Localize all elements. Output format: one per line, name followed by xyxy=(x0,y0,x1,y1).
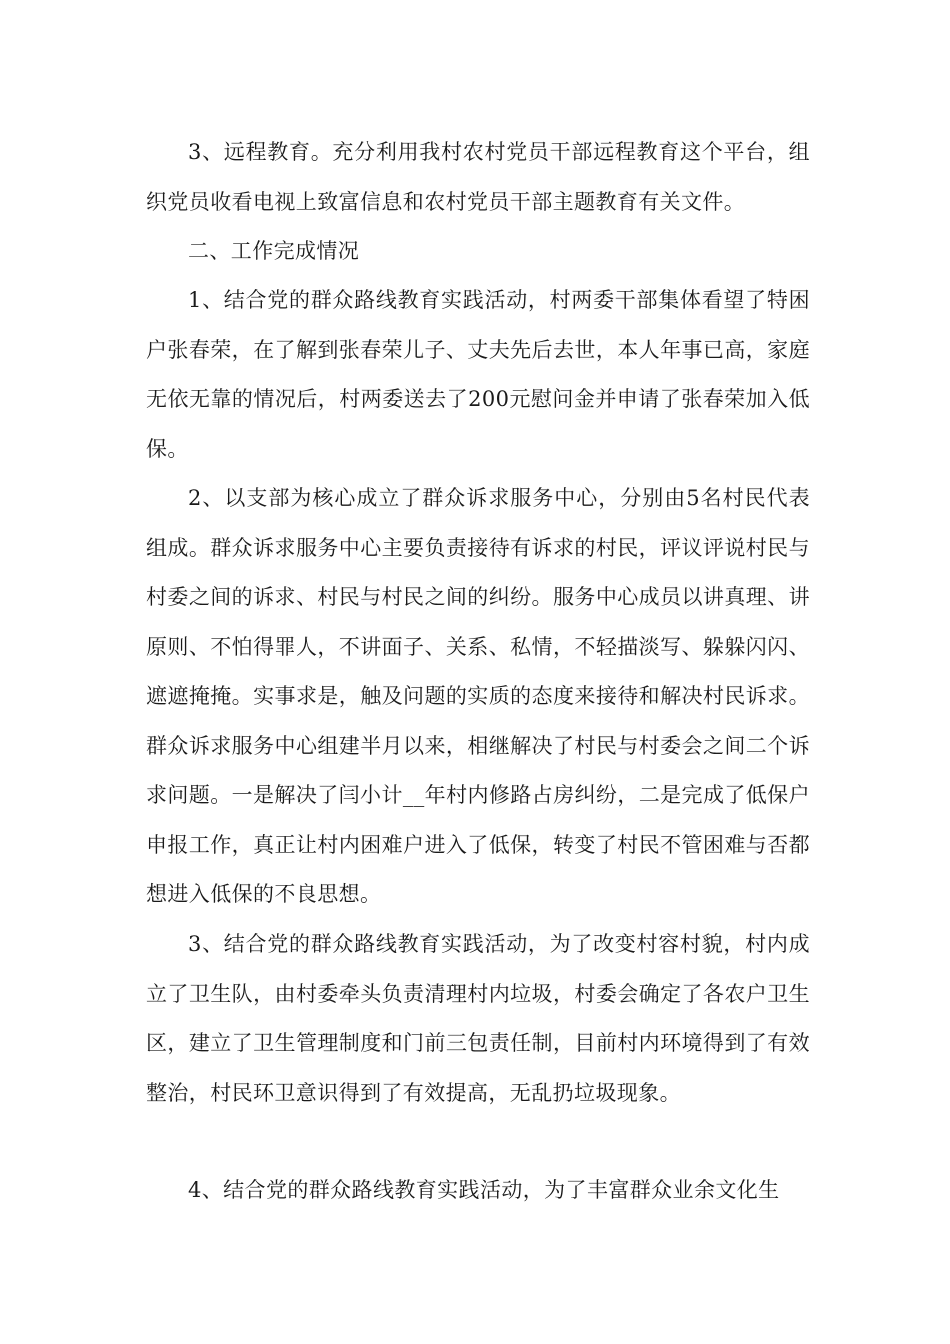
paragraph-item-3: 3、结合党的群众路线教育实践活动，为了改变村容村貌，村内成立了卫生队，由村委牵头负责清理村内垃圾，村委会确定了各农户卫生区，建立了卫生管理制度和门前三包责任制，目前村内环境得到了有效整治，村民环卫意识得到了有效提高，无乱扔垃圾现象。 xyxy=(146,932,810,1105)
section-heading-work-completion: 二、工作完成情况 xyxy=(188,239,360,263)
paragraph-item-2: 2、以支部为核心成立了群众诉求服务中心，分别由5名村民代表组成。群众诉求服务中心主要负责接待有诉求的村民，评议评说村民与村委之间的诉求、村民与村民之间的纠纷。服务中心成员以讲真理、讲原则、不怕得罪人，不讲面子、关系、私情，不轻描淡写、躲躲闪闪、遮遮掩掩。实事求是，触及问题的实质的态度来接待和解决村民诉求。群众诉求服务中心组建半月以来，相继解决了村民与村委会之间二个诉求问题。一是解决了闫小计__年村内修路占房纠纷，二是完成了低保户申报工作，真正让村内困难户进入了低保，转变了村民不管困难与否都想进入低保的不良思想。 xyxy=(146,486,810,906)
paragraph-item-1: 1、结合党的群众路线教育实践活动，村两委干部集体看望了特困户张春荣，在了解到张春荣儿子、丈夫先后去世，本人年事已高，家庭无依无靠的情况后，村两委送去了200元慰问金并申请了张春荣加入低保。 xyxy=(146,288,810,461)
paragraph-remote-education: 3、远程教育。充分利用我村农村党员干部远程教育这个平台，组织党员收看电视上致富信息和农村党员干部主题教育有关文件。 xyxy=(146,140,810,214)
paragraph-item-4: 4、结合党的群众路线教育实践活动，为了丰富群众业余文化生 xyxy=(188,1178,780,1202)
